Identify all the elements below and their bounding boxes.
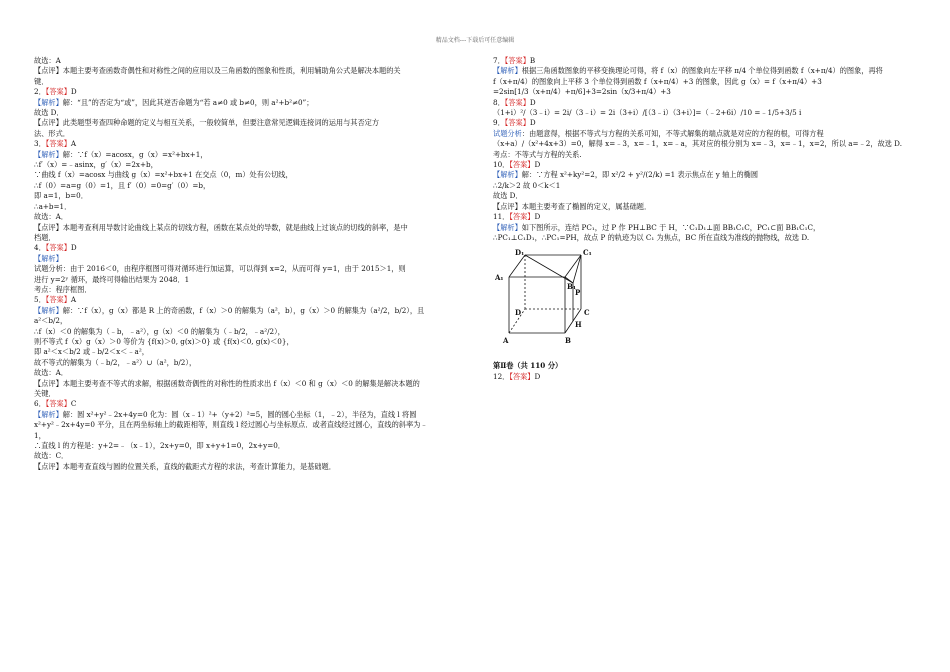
- right-line: [493, 129, 913, 139]
- left-line: [34, 379, 472, 389]
- right-line: [493, 150, 913, 160]
- left-line: [34, 254, 472, 264]
- left-line: [34, 98, 472, 108]
- left-line: [34, 347, 472, 357]
- right-line: [493, 87, 913, 97]
- right-text: 7．: [493, 56, 505, 65]
- left-text: 键．: [34, 76, 49, 86]
- left-line: [34, 285, 472, 295]
- left-text: 档题．: [34, 232, 56, 242]
- right-line: [493, 233, 913, 243]
- left-text: 【答案】: [45, 295, 71, 305]
- right-text: 【答案】: [509, 212, 535, 222]
- right-text: 考点：不等式与方程的关系.: [493, 149, 582, 159]
- right-text: 11．: [493, 212, 510, 222]
- right-line: [493, 66, 913, 76]
- right-line: [493, 191, 913, 201]
- left-text: a²＜b/2，: [34, 316, 68, 326]
- right-text: =2sin[1/3（x+π/4）+π/6]+3=2sin（x/3+π/4）+3: [493, 87, 671, 97]
- left-text: 【点评】此类题型考查四种命题的定义与相互关系，一般较简单，但要注意常见逻辑连接词的运用与其否定方: [34, 118, 380, 128]
- left-line: [34, 295, 472, 305]
- left-line: [34, 389, 472, 399]
- left-text: A: [70, 139, 77, 149]
- right-text: ∴2/k＞2 故 0＜k＜1: [493, 180, 561, 190]
- right-line: [493, 77, 913, 87]
- left-text: 【答案】: [45, 87, 71, 97]
- left-line: [34, 66, 472, 76]
- left-text: 即 a=1，b=0．: [34, 191, 88, 201]
- right-text: D: [529, 118, 536, 128]
- left-text: 解：∵f（x）=acosx，g（x）=x²+bx+1，: [62, 149, 208, 159]
- left-line: [34, 202, 472, 212]
- label-d1: D₁: [515, 248, 525, 258]
- left-text: 4．: [34, 243, 46, 253]
- left-line: [34, 233, 472, 243]
- left-text: 即 a²＜x＜b/2 或﹣b/2＜x＜﹣a²，: [34, 347, 149, 357]
- left-text: 故选：C．: [34, 451, 69, 461]
- right-text: 如下图所示，连结 PC₁，过 P 作 PH⊥BC 于 H，∵C₁D₁⊥面 BB₁C₁C，PC₁⊂面 BB₁C₁C，: [521, 222, 821, 232]
- left-text: 【解析】: [34, 409, 63, 419]
- left-text: 1，: [34, 430, 46, 440]
- right-text: 试题分析: [493, 128, 522, 138]
- right-line: [493, 223, 913, 233]
- left-text: ∵曲线 f（x）=acosx 与曲线 g（x）=x²+bx+1 在交点（0，m）处有公切线，: [34, 170, 293, 180]
- section-title: 第Ⅱ卷（共 110 分）: [493, 361, 563, 371]
- left-text: 【解析】: [34, 253, 63, 263]
- left-text: 【点评】本题考查利用导数讨论曲线上某点的切线方程，函数在某点处的导数，就是曲线上过该点的切线的斜率，是中: [34, 222, 408, 232]
- left-text: ∴f（0）=a=g（0）=1，且 f′（0）=0=g′（0）=b，: [34, 180, 211, 190]
- left-text: 解：圆 x²+y²﹣2x+4y=0 化为：圆（x﹣1）²+（y+2）²=5，圆的圆心坐标（1，﹣2），半径为，直线 l 将圆: [62, 409, 417, 419]
- label-d: D: [515, 308, 522, 318]
- label-b1: B₁: [567, 282, 576, 292]
- left-line: [34, 275, 472, 285]
- right-text: 【解析】: [493, 66, 522, 76]
- left-text: 进行 y=2ʸ 循环，最终可得输出结果为 2048．1: [34, 274, 190, 284]
- left-text: 故不等式的解集为（﹣b/2，﹣a²）∪（a²，b/2），: [34, 357, 197, 367]
- left-text: A: [70, 295, 77, 305]
- right-text: 【答案】: [504, 56, 530, 65]
- left-text: ∴f′（x）=﹣asinx，g′（x）=2x+b，: [34, 160, 158, 170]
- left-line: [34, 441, 472, 451]
- right-text: 故选 D．: [493, 191, 523, 201]
- q12-answer-tag: 【答案】: [509, 371, 535, 381]
- left-text: 法、形式．: [34, 128, 70, 138]
- left-line: [34, 410, 472, 420]
- left-line: [34, 420, 472, 430]
- label-c1: C₁: [583, 248, 592, 258]
- right-line: [493, 181, 913, 191]
- left-line: [34, 170, 472, 180]
- label-h: H: [575, 320, 582, 330]
- left-text: 故选：A．: [34, 212, 68, 222]
- right-line: [493, 108, 913, 118]
- right-text: ∴PC₁⊥C₁D₁，∴PC₁=PH，故点 P 的轨迹为以 C₁ 为焦点，BC 所在直线为准线的抛物线，故选 D.: [493, 232, 810, 242]
- left-line: [34, 56, 472, 66]
- left-line: [34, 306, 472, 316]
- left-text: C: [70, 399, 77, 409]
- right-line: [493, 202, 913, 212]
- label-p: P: [575, 288, 581, 298]
- right-column-lines: [493, 56, 913, 243]
- right-text: D: [534, 212, 541, 222]
- right-text: （x+a）/（x²+4x+3）=0，解得 x=﹣3，x=﹣1，x=﹣a，其对应的根分别为 x=﹣3，x=﹣1，x=2，所以 a=﹣2，故选 D.: [493, 139, 902, 149]
- left-text: 故选 D．: [34, 108, 64, 118]
- left-text: ∴直线 l 的方程是：y+2=﹣（x﹣1），2x+y=0，即 x+y+1=0，2x+y=0．: [34, 441, 285, 451]
- right-text: 8．: [493, 97, 505, 107]
- page-header: 精品文档---下载后可任意编辑: [435, 37, 515, 44]
- left-line: [34, 431, 472, 441]
- right-text: 解：∵方程 x²+ky²=2，即 x²/2 + y²/(2/k) =1 表示焦点在 y 轴上的椭圆: [521, 170, 759, 180]
- left-line: [34, 139, 472, 149]
- left-line: [34, 181, 472, 191]
- left-text: 【答案】: [45, 243, 71, 253]
- left-line: [34, 223, 472, 233]
- left-text: D: [70, 243, 77, 253]
- right-text: f（x+π/4）的图象向上平移 3 个单位得到函数 f（x+π/4）+3 的图象，因此 g（x）= f（x+π/4）+3: [493, 76, 822, 86]
- left-line: [34, 451, 472, 461]
- q12-answer: D: [534, 371, 541, 381]
- label-a: A: [503, 336, 509, 346]
- left-text: 6．: [34, 399, 46, 409]
- right-line: [493, 98, 913, 108]
- left-text: D: [70, 87, 77, 97]
- right-line: [493, 56, 913, 66]
- left-line: [34, 337, 472, 347]
- left-line: [34, 150, 472, 160]
- left-text: 【点评】本题主要考查不等式的求解，根据函数奇偶性的对称性的性质求出 f（x）＜0 和 g（x）＜0 的解集是解决本题的: [34, 378, 420, 388]
- right-text: 【解析】: [493, 222, 522, 232]
- left-line: [34, 77, 472, 87]
- left-text: 故选：A: [34, 56, 61, 65]
- right-text: 【解析】: [493, 170, 522, 180]
- left-text: 【答案】: [45, 139, 71, 149]
- left-line: [34, 368, 472, 378]
- left-line: [34, 108, 472, 118]
- left-text: 3．: [34, 139, 46, 149]
- left-text: 试题分析：由于 2016＜0，由程序框图可得对循环进行加运算，可以得到 x=2，从而可得 y=1，由于 2015＞1，则: [34, 264, 406, 274]
- right-line: [493, 160, 913, 170]
- left-line: [34, 87, 472, 97]
- left-text: 则不等式 f（x）g（x）＞0 等价为 {f(x)＞0, g(x)＞0} 或 {f(x)＜0, g(x)＜0}，: [34, 336, 294, 346]
- left-text: x²+y²﹣2x+4y=0 平分，且在两坐标轴上的截距相等，则直线 l 经过圆心与坐标原点．或者直线经过圆心，直线的斜率为﹣: [34, 420, 428, 430]
- right-line: [493, 170, 913, 180]
- right-text: 根据三角函数图象的平移变换理论可得，将 f（x）的图象向左平移 π/4 个单位得到函数 f（x+π/4）的图象，再将: [521, 66, 883, 76]
- left-line: [34, 191, 472, 201]
- left-line: [34, 264, 472, 274]
- left-text: 关键．: [34, 389, 56, 398]
- left-text: 【点评】本题考查直线与圆的位置关系，直线的截距式方程的求法，考查计算能力，是基础题．: [34, 461, 336, 471]
- left-text: 【解析】: [34, 97, 63, 107]
- left-line: [34, 160, 472, 170]
- right-text: B: [529, 56, 536, 65]
- left-text: 解：“且”的否定为“或”，因此其逆否命题为“若 a≠0 或 b≠0，则 a²+b²≠0”；: [62, 97, 314, 107]
- left-text: 考点：程序框图．: [34, 284, 92, 294]
- right-text: ：由题意得，根据不等式与方程的关系可知，不等式解集的端点就是对应的方程的根，可得方程: [521, 128, 824, 138]
- right-text: 9．: [493, 118, 505, 128]
- left-text: 【解析】: [34, 305, 63, 315]
- right-line: [493, 139, 913, 149]
- left-text: 2．: [34, 87, 46, 97]
- left-text: 【答案】: [45, 399, 71, 409]
- label-a1: A₁: [495, 273, 504, 283]
- right-text: 10．: [493, 160, 510, 170]
- label-c: C: [584, 308, 590, 318]
- right-text: （1+i）²/（3﹣i）= 2i/（3﹣i）= 2i（3+i）/[（3﹣i）（3+i）]=（﹣2+6i）/10 =﹣1/5+3/5 i: [493, 108, 802, 118]
- left-line: [34, 399, 472, 409]
- left-line: [34, 327, 472, 337]
- left-line: [34, 462, 472, 472]
- left-line: [34, 243, 472, 253]
- left-text: 【解析】: [34, 149, 63, 159]
- left-text: 故选：A．: [34, 368, 68, 378]
- left-text: 【点评】本题主要考查函数奇偶性和对称性之间的应用以及三角函数的图象和性质，利用辅助角公式是解决本题的关: [34, 66, 401, 76]
- left-line: [34, 358, 472, 368]
- left-text: 5．: [34, 295, 46, 305]
- right-text: 【答案】: [509, 160, 535, 170]
- left-line: [34, 212, 472, 222]
- q12-line: [493, 372, 913, 382]
- right-text: 【答案】: [504, 97, 530, 107]
- left-text: ∴a+b=1．: [34, 201, 72, 211]
- q12-number: 12．: [493, 371, 510, 381]
- right-line: [493, 118, 913, 128]
- left-column: [34, 56, 472, 472]
- cube-figure: [495, 247, 605, 359]
- right-text: D: [529, 97, 536, 107]
- left-text: ∴f（x）＜0 的解集为（﹣b，﹣a²），g（x）＜0 的解集为（﹣b/2，﹣a²/2），: [34, 326, 285, 336]
- left-line: [34, 316, 472, 326]
- right-text: D: [534, 160, 541, 170]
- right-column: [493, 56, 913, 382]
- left-text: 解：∵f（x），g（x）都是 R 上的奇函数，f（x）＞0 的解集为（a²，b），g（x）＞0 的解集为（a²/2，b/2），且: [62, 305, 425, 315]
- right-text: 【答案】: [504, 118, 530, 128]
- right-text: 【点评】本题主要考查了椭圆的定义，属基础题．: [493, 201, 652, 211]
- label-b: B: [565, 336, 571, 346]
- left-line: [34, 118, 472, 128]
- right-line: [493, 212, 913, 222]
- left-line: [34, 129, 472, 139]
